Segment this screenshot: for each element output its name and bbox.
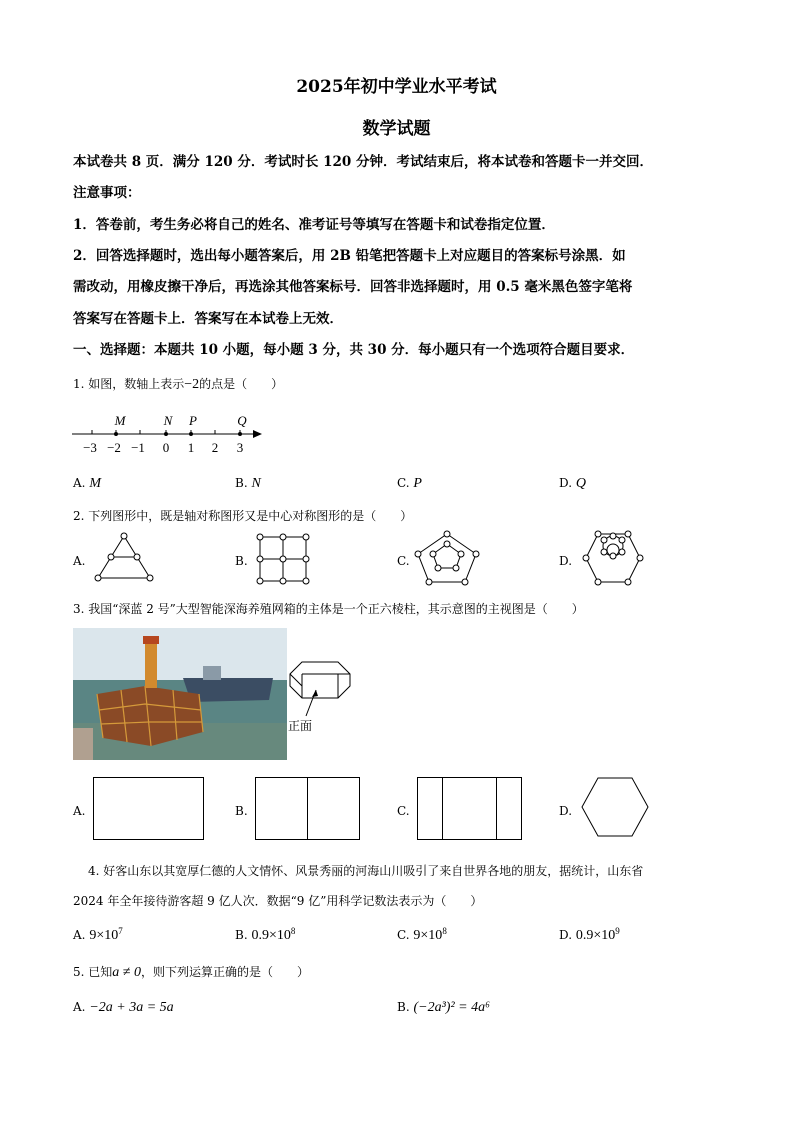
point-label-q: Q [237,413,247,428]
q3-option-d-label[interactable]: D. [559,804,573,818]
q1-option-c[interactable]: C. P [397,476,422,491]
q3-figure-c[interactable] [416,776,524,842]
q4-option-d[interactable]: D. $0.9\times 10^9$ [559,926,620,943]
q2-option-d-label[interactable]: D. [559,554,573,568]
notice-item-1: 1．答卷前，考生务必将自己的姓名、准考证号等填写在答题卡和试卷指定位置． [73,217,555,233]
q3-option-b-label[interactable]: B. [235,804,248,818]
q3-option-c-label[interactable]: C. [397,804,410,818]
q1-stem-suffix: 的点是（ ） [199,377,284,391]
q3-stem: 3. 我国“深蓝 2 号”大型智能深海养殖网箱的主体是一个正六棱柱，其示意图的主视图是（ ） [73,602,584,616]
q2-figure-c[interactable] [414,530,480,586]
q1-option-a[interactable]: A. M [73,476,101,491]
notice-item-2-line-3: 答案写在答题卡上．答案写在本试卷上无效． [73,311,343,327]
q4-option-c[interactable]: C. $9\times 10^8$ [397,926,447,943]
tick-label: 2 [211,440,219,455]
q3-figure-d[interactable] [580,776,650,838]
tick-label: −2 [107,440,121,455]
aquaculture-cage-photo [73,628,287,760]
q1-stem-value: −2 [184,377,200,392]
tick-label: 0 [162,440,170,455]
q2-figure-a[interactable] [92,530,156,584]
notice-heading: 注意事项： [73,185,141,201]
number-line-figure [70,410,270,458]
q2-stem: 2. 下列图形中，既是轴对称图形又是中心对称图形的是（ ） [73,509,413,523]
q4-stem-line-1: 4. 好客山东以其宽厚仁德的人文情怀、风景秀丽的河海山川吸引了来自世界各地的朋友，据统计，山东省 [88,864,644,878]
q1-stem [73,375,283,393]
tick-label: 3 [236,440,244,455]
q3-option-a-label[interactable]: A. [73,804,86,818]
front-view-label: 正面 [288,719,313,733]
intro-text: 本试卷共 8 页．满分 120 分．考试时长 120 分钟．考试结束后，将本试卷和答题卡一并交回． [73,154,653,170]
section-heading: 一、选择题：本题共 10 小题，每小题 3 分，共 30 分．每小题只有一个选项符合题目要求． [73,342,635,358]
q5-stem-prefix: 5. 已知 [73,965,113,979]
q1-stem-prefix: 1. 如图，数轴上表示 [73,377,185,391]
q2-option-a-label[interactable]: A. [73,554,86,568]
q4-option-b[interactable]: B. $0.9\times 10^8$ [235,926,296,943]
point-label-p: P [189,413,197,428]
hexagonal-prism-diagram [286,656,358,734]
q3-figure-b[interactable] [254,776,362,842]
q4-stem-line-2: 2024 年全年接待游客超 9 亿人次．数据“9 亿”用科学记数法表示为（ ） [73,894,483,908]
tick-label: −3 [83,440,97,455]
exam-subtitle: 数学试题 [362,119,431,139]
q3-figure-a[interactable] [92,776,206,842]
tick-label: 1 [187,440,195,455]
q2-option-c-label[interactable]: C. [397,554,410,568]
notice-item-2-line-2: 需改动，用橡皮擦干净后，再选涂其他答案标号．回答非选择题时，用 0.5 毫米黑色签字笔将 [73,279,633,295]
q5-option-a[interactable]: A. −2a + 3a = 5a [73,1000,174,1015]
q1-option-b[interactable]: B. N [235,476,261,491]
q5-option-b[interactable]: B. (−2a³)² = 4a⁶ [397,1000,490,1015]
q5-stem-condition: a ≠ 0 [112,965,141,980]
point-label-m: M [114,413,126,428]
q5-stem-suffix: ，则下列运算正确的是（ ） [140,965,309,979]
q2-option-b-label[interactable]: B. [235,554,248,568]
notice-item-2-line-1: 2．回答选择题时，选出每小题答案后，用 2B 铅笔把答题卡上对应题目的答案标号涂黑．如 [73,248,626,264]
q2-figure-d[interactable] [582,528,644,586]
exam-title: 2025年初中学业水平考试 [296,77,497,97]
q2-figure-b[interactable] [256,533,312,585]
tick-label: −1 [131,440,145,455]
q1-option-d[interactable]: D. Q [559,476,586,491]
q5-stem [73,963,309,981]
q4-option-a[interactable]: A. $9\times 10^7$ [73,926,123,943]
point-label-n: N [163,413,173,428]
